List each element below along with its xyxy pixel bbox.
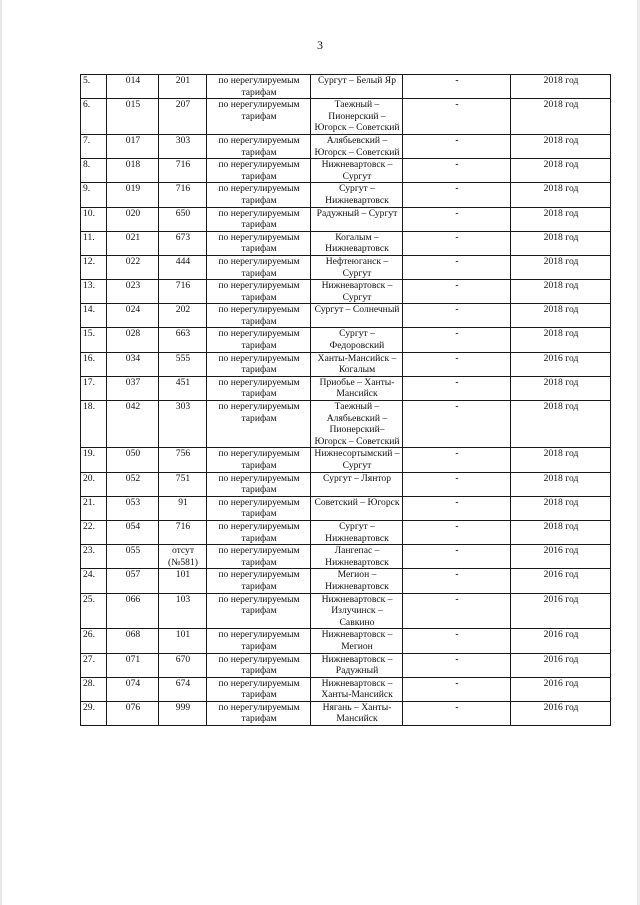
row-number: 9. [81, 183, 107, 207]
table-row [81, 231, 611, 255]
tariff-type: по нерегулируемым тарифам [207, 448, 311, 472]
row-number: 27. [81, 653, 107, 677]
registry-number: 207 [159, 99, 207, 135]
row-number: 21. [81, 496, 107, 520]
route-name: Сургут – Лянтор [311, 472, 403, 496]
tariff-type: по нерегулируемым тарифам [207, 99, 311, 135]
empty-value-dash: - [403, 304, 511, 328]
route-code: 050 [107, 448, 159, 472]
route-code: 055 [107, 545, 159, 569]
empty-value-dash: - [403, 376, 511, 400]
row-number: 17. [81, 376, 107, 400]
table-row [81, 472, 611, 496]
route-name: Мегион – Нижневартовск [311, 569, 403, 593]
registry-number: 751 [159, 472, 207, 496]
registry-number: 674 [159, 677, 207, 701]
year-value: 2018 год [511, 472, 611, 496]
table-row [81, 134, 611, 158]
route-code: 074 [107, 677, 159, 701]
route-name: Советский – Югорск [311, 496, 403, 520]
table-row [81, 629, 611, 653]
route-name: Нижневартовск – Сургут [311, 280, 403, 304]
route-name: Когалым – Нижневартовск [311, 231, 403, 255]
registry-number: 91 [159, 496, 207, 520]
row-number: 25. [81, 593, 107, 629]
tariff-type: по нерегулируемым тарифам [207, 496, 311, 520]
year-value: 2018 год [511, 280, 611, 304]
table-row [81, 401, 611, 448]
year-value: 2018 год [511, 183, 611, 207]
tariff-type: по нерегулируемым тарифам [207, 569, 311, 593]
empty-value-dash: - [403, 99, 511, 135]
routes-table [80, 74, 611, 726]
table-row [81, 376, 611, 400]
row-number: 14. [81, 304, 107, 328]
route-name: Нижнесортымский – Сургут [311, 448, 403, 472]
year-value: 2016 год [511, 593, 611, 629]
route-code: 066 [107, 593, 159, 629]
tariff-type: по нерегулируемым тарифам [207, 520, 311, 544]
empty-value-dash: - [403, 159, 511, 183]
year-value: 2018 год [511, 496, 611, 520]
row-number: 11. [81, 231, 107, 255]
empty-value-dash: - [403, 183, 511, 207]
empty-value-dash: - [403, 352, 511, 376]
registry-number: отсут (№581) [159, 545, 207, 569]
tariff-type: по нерегулируемым тарифам [207, 545, 311, 569]
empty-value-dash: - [403, 653, 511, 677]
tariff-type: по нерегулируемым тарифам [207, 629, 311, 653]
route-name: Сургут – Нижневартовск [311, 183, 403, 207]
row-number: 22. [81, 520, 107, 544]
year-value: 2016 год [511, 653, 611, 677]
route-code: 042 [107, 401, 159, 448]
route-code: 057 [107, 569, 159, 593]
route-name: Нижневартовск – Ханты-Мансийск [311, 677, 403, 701]
year-value: 2018 год [511, 304, 611, 328]
row-number: 29. [81, 701, 107, 725]
year-value: 2018 год [511, 401, 611, 448]
year-value: 2016 год [511, 545, 611, 569]
year-value: 2016 год [511, 352, 611, 376]
table-row [81, 280, 611, 304]
registry-number: 716 [159, 183, 207, 207]
row-number: 12. [81, 255, 107, 279]
route-name: Нижневартовск – Излучинск – Савкино [311, 593, 403, 629]
tariff-type: по нерегулируемым тарифам [207, 304, 311, 328]
table-row [81, 328, 611, 352]
registry-number: 101 [159, 629, 207, 653]
table-row [81, 159, 611, 183]
route-name: Ханты-Мансийск – Когалым [311, 352, 403, 376]
empty-value-dash: - [403, 569, 511, 593]
registry-number: 202 [159, 304, 207, 328]
empty-value-dash: - [403, 280, 511, 304]
route-code: 022 [107, 255, 159, 279]
empty-value-dash: - [403, 448, 511, 472]
route-name: Нягань – Ханты-Мансийск [311, 701, 403, 725]
year-value: 2016 год [511, 701, 611, 725]
table-row [81, 75, 611, 99]
route-code: 071 [107, 653, 159, 677]
year-value: 2016 год [511, 629, 611, 653]
year-value: 2018 год [511, 159, 611, 183]
route-name: Приобье – Ханты-Мансийск [311, 376, 403, 400]
table-row [81, 653, 611, 677]
registry-number: 650 [159, 207, 207, 231]
route-code: 037 [107, 376, 159, 400]
row-number: 20. [81, 472, 107, 496]
empty-value-dash: - [403, 496, 511, 520]
table-row [81, 545, 611, 569]
route-name: Алябьевский – Югорск – Советский [311, 134, 403, 158]
route-name: Сургут – Федоровский [311, 328, 403, 352]
table-row [81, 304, 611, 328]
route-name: Нижневартовск – Мегион [311, 629, 403, 653]
table-row [81, 99, 611, 135]
row-number: 19. [81, 448, 107, 472]
route-name: Лангепас – Нижневартовск [311, 545, 403, 569]
route-name: Сургут – Белый Яр [311, 75, 403, 99]
year-value: 2018 год [511, 376, 611, 400]
year-value: 2018 год [511, 207, 611, 231]
registry-number: 103 [159, 593, 207, 629]
empty-value-dash: - [403, 545, 511, 569]
empty-value-dash: - [403, 593, 511, 629]
row-number: 10. [81, 207, 107, 231]
empty-value-dash: - [403, 472, 511, 496]
empty-value-dash: - [403, 134, 511, 158]
route-code: 024 [107, 304, 159, 328]
route-code: 021 [107, 231, 159, 255]
row-number: 5. [81, 75, 107, 99]
tariff-type: по нерегулируемым тарифам [207, 653, 311, 677]
tariff-type: по нерегулируемым тарифам [207, 328, 311, 352]
empty-value-dash: - [403, 207, 511, 231]
row-number: 7. [81, 134, 107, 158]
row-number: 26. [81, 629, 107, 653]
tariff-type: по нерегулируемым тарифам [207, 401, 311, 448]
empty-value-dash: - [403, 75, 511, 99]
row-number: 8. [81, 159, 107, 183]
tariff-type: по нерегулируемым тарифам [207, 231, 311, 255]
row-number: 24. [81, 569, 107, 593]
row-number: 16. [81, 352, 107, 376]
route-code: 052 [107, 472, 159, 496]
row-number: 15. [81, 328, 107, 352]
empty-value-dash: - [403, 677, 511, 701]
route-code: 020 [107, 207, 159, 231]
tariff-type: по нерегулируемым тарифам [207, 677, 311, 701]
registry-number: 663 [159, 328, 207, 352]
registry-number: 999 [159, 701, 207, 725]
tariff-type: по нерегулируемым тарифам [207, 352, 311, 376]
row-number: 23. [81, 545, 107, 569]
year-value: 2018 год [511, 328, 611, 352]
registry-number: 673 [159, 231, 207, 255]
registry-number: 555 [159, 352, 207, 376]
route-code: 054 [107, 520, 159, 544]
table-row [81, 207, 611, 231]
route-name: Радужный – Сургут [311, 207, 403, 231]
empty-value-dash: - [403, 520, 511, 544]
empty-value-dash: - [403, 231, 511, 255]
row-number: 28. [81, 677, 107, 701]
route-code: 034 [107, 352, 159, 376]
route-name: Таежный – Пионерский – Югорск – Советский [311, 99, 403, 135]
tariff-type: по нерегулируемым тарифам [207, 134, 311, 158]
route-code: 053 [107, 496, 159, 520]
year-value: 2016 год [511, 569, 611, 593]
route-name: Сургут – Нижневартовск [311, 520, 403, 544]
page-number: 3 [317, 38, 323, 52]
year-value: 2018 год [511, 255, 611, 279]
route-code: 019 [107, 183, 159, 207]
table-row [81, 496, 611, 520]
empty-value-dash: - [403, 255, 511, 279]
registry-number: 670 [159, 653, 207, 677]
route-name: Нижневартовск – Сургут [311, 159, 403, 183]
tariff-type: по нерегулируемым тарифам [207, 159, 311, 183]
tariff-type: по нерегулируемым тарифам [207, 255, 311, 279]
route-name: Таежный – Алябьевский – Пионерский– Югорск – Советский [311, 401, 403, 448]
registry-number: 101 [159, 569, 207, 593]
year-value: 2016 год [511, 677, 611, 701]
registry-number: 716 [159, 520, 207, 544]
route-code: 068 [107, 629, 159, 653]
tariff-type: по нерегулируемым тарифам [207, 376, 311, 400]
route-code: 028 [107, 328, 159, 352]
registry-number: 716 [159, 159, 207, 183]
tariff-type: по нерегулируемым тарифам [207, 183, 311, 207]
registry-number: 201 [159, 75, 207, 99]
registry-number: 716 [159, 280, 207, 304]
table-row [81, 593, 611, 629]
tariff-type: по нерегулируемым тарифам [207, 701, 311, 725]
tariff-type: по нерегулируемым тарифам [207, 593, 311, 629]
year-value: 2018 год [511, 448, 611, 472]
empty-value-dash: - [403, 629, 511, 653]
year-value: 2018 год [511, 520, 611, 544]
empty-value-dash: - [403, 328, 511, 352]
route-code: 014 [107, 75, 159, 99]
tariff-type: по нерегулируемым тарифам [207, 472, 311, 496]
year-value: 2018 год [511, 75, 611, 99]
route-code: 017 [107, 134, 159, 158]
route-code: 018 [107, 159, 159, 183]
route-name: Нижневартовск – Радужный [311, 653, 403, 677]
routes-table-body [81, 75, 611, 726]
tariff-type: по нерегулируемым тарифам [207, 207, 311, 231]
tariff-type: по нерегулируемым тарифам [207, 280, 311, 304]
table-row [81, 520, 611, 544]
route-code: 015 [107, 99, 159, 135]
table-row [81, 352, 611, 376]
route-name: Нефтеюганск – Сургут [311, 255, 403, 279]
table-row [81, 448, 611, 472]
route-name: Сургут – Солнечный [311, 304, 403, 328]
registry-number: 444 [159, 255, 207, 279]
route-code: 023 [107, 280, 159, 304]
year-value: 2018 год [511, 231, 611, 255]
tariff-type: по нерегулируемым тарифам [207, 75, 311, 99]
table-row [81, 701, 611, 725]
table-row [81, 183, 611, 207]
table-row [81, 677, 611, 701]
row-number: 18. [81, 401, 107, 448]
registry-number: 303 [159, 401, 207, 448]
empty-value-dash: - [403, 701, 511, 725]
year-value: 2018 год [511, 99, 611, 135]
registry-number: 451 [159, 376, 207, 400]
row-number: 13. [81, 280, 107, 304]
year-value: 2018 год [511, 134, 611, 158]
route-code: 076 [107, 701, 159, 725]
registry-number: 303 [159, 134, 207, 158]
row-number: 6. [81, 99, 107, 135]
table-row [81, 569, 611, 593]
registry-number: 756 [159, 448, 207, 472]
empty-value-dash: - [403, 401, 511, 448]
table-row [81, 255, 611, 279]
